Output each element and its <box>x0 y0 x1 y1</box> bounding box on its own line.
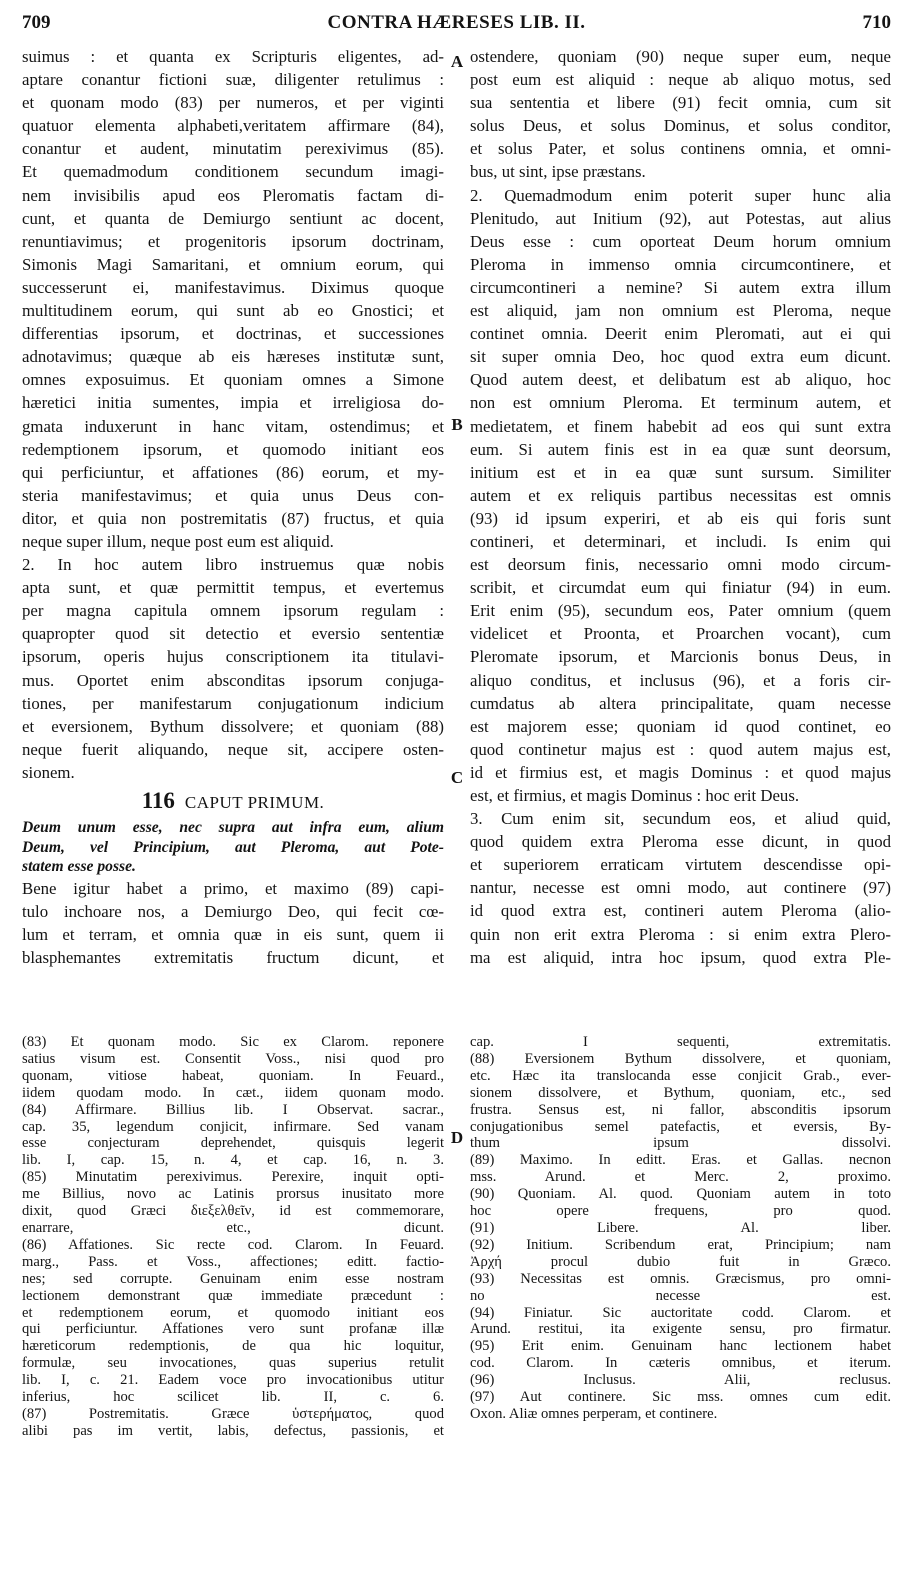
text-line: Erit enim (95), secundum eos, Pater omnium (quem <box>470 601 891 621</box>
footnote-line: (88) Eversionem Bythum dissolvere, et quoniam, <box>470 1050 891 1067</box>
text-line: medietatem, et finem habebit ad eos qui sunt extra <box>470 416 891 436</box>
text-line: steria manifestavimus; et quia unus Deus con- <box>22 485 444 505</box>
right-paragraph-1 <box>470 45 891 184</box>
text-line: Bene igitur habet a primo, et maximo (89) capi- <box>22 878 444 898</box>
footnote-line: (85) Minutatim perexivimus. Perexire, inquit opti- <box>22 1169 444 1186</box>
text-line: Pleromate ipsorum, et Marcionis bonus Deus, in <box>470 647 891 667</box>
footnote-line: hæreticorum redemptionis, de qua hic loquitur, <box>22 1338 444 1355</box>
chapter-summary <box>22 818 444 877</box>
footnote-line: sionem dissolvere, et Bythum, quoniam, etc., sed <box>470 1084 891 1101</box>
text-line: Et quemadmodum conditionem secundum imagi- <box>22 162 444 182</box>
footnote-line: (96) Inclusus. Alii, reclusus. <box>470 1372 891 1389</box>
footnote-line: no necesse est. <box>470 1287 891 1304</box>
text-line: (93) id ipsum experiri, et ab eis qui foris sunt <box>470 508 891 528</box>
text-line: nem invisibilis apud eos Pleromatis factam di- <box>22 185 444 205</box>
right-paragraph-3 <box>470 807 891 969</box>
text-line: contineri, et determinari, et includi. Is enim qui <box>470 531 891 551</box>
footnote-line: marg., Pass. et Voss., affectiones; editt. factio- <box>22 1253 444 1270</box>
left-column <box>22 45 444 969</box>
text-line: quod continetur majus est : quod autem majus est, <box>470 739 891 759</box>
footnote-line: Ἀρχή procul dubio fuit in Græco. <box>470 1253 891 1270</box>
right-column <box>470 45 891 969</box>
footnote-line: (91) Libere. Al. liber. <box>470 1219 891 1236</box>
footnote-line: cap. 35, legendum conjicit, infirmare. Sed vanam <box>22 1118 444 1135</box>
text-line: est aliquid, jam non omnium est Pleroma, neque <box>470 301 891 321</box>
text-line: Simonis Magi Samaritani, et omnium eorum, qui <box>22 254 444 274</box>
footnote-line: me Billius, novo ac Latinis prorsus inusitato more <box>22 1186 444 1203</box>
text-line: circumcontineri a nemine? Si autem extra illum <box>470 277 891 297</box>
footnote-line: lib. I, cap. 15, n. 4, et cap. 16, n. 3. <box>22 1152 444 1169</box>
footnote-line: (92) Initium. Scribendum erat, Principium; nam <box>470 1236 891 1253</box>
text-line: quapropter quod sit detectio et eversio sententiæ <box>22 624 444 644</box>
footnote-line: alibi pas im vertit, labis, defectus, passionis, et <box>22 1422 444 1439</box>
footnote-line: nes; sed corrupte. Genuinam enim esse nostram <box>22 1270 444 1287</box>
text-line: tiones, per manifestarum conjugationum indicium <box>22 693 444 713</box>
footnote-line: quonam, vitiose habeat, quoniam. In Feuard., <box>22 1067 444 1084</box>
margin-letter-d: D <box>450 1128 464 1147</box>
text-line: aptare conantur fictioni suæ, diligenter retulimus : <box>22 70 444 90</box>
footnote-line: (97) Aut continere. Sic mss. omnes cum edit. <box>470 1389 891 1406</box>
text-line: est deorsum finis, necessario omni modo circum- <box>470 555 891 575</box>
text-line: apta sunt, et quæ permittit tempus, et evertemus <box>22 578 444 598</box>
text-line: suimus : et quanta ex Scripturis eligentes, ad- <box>22 47 444 66</box>
text-line: qui perficiuntur, et affationes (86) eorum, et my- <box>22 462 444 482</box>
text-line: continet omnia. Deerit enim Pleromati, aut ei qui <box>470 324 891 344</box>
text-line: eum. Si autem finis est in ea quæ sunt deorsum, <box>470 439 891 459</box>
text-line: sionem. <box>22 762 75 782</box>
running-title: CONTRA HÆRESES LIB. II. <box>327 12 586 33</box>
text-line: scribit, et circumdat eum qui finiatur (94) in eum. <box>470 578 891 598</box>
footnote-line: (93) Necessitas est omnis. Græcismus, pro omni- <box>470 1270 891 1287</box>
footnote-line: (90) Quoniam. Al. quod. Quoniam autem in toto <box>470 1186 891 1203</box>
footnote-line: Arund. restitui, ita exigente sensu, pro firmatur. <box>470 1321 891 1338</box>
text-line: post eum est aliquid : neque ab aliquo motus, sed <box>470 70 891 90</box>
footnote-line: satius visum est. Consentit Voss., nisi quod pro <box>22 1050 444 1067</box>
text-line: conantur et audent, minutatim perexivimus (85). <box>22 139 444 159</box>
summary-line: Deum, vel Principium, aut Pleroma, aut Pote- <box>22 838 444 856</box>
left-paragraph-1 <box>22 45 444 553</box>
text-line: ipsorum, operis hujus conscriptionem ita titulavi- <box>22 647 444 667</box>
text-line: sua sententia et libere (91) fecit omnia, cum sit <box>470 93 891 113</box>
margin-letter-b: B <box>451 415 463 434</box>
text-line: et superiorem erraticam virtutem descendisse opi- <box>470 855 891 875</box>
text-line: gmata induxerunt in hanc vitam, ostendimus; et <box>22 416 444 436</box>
margin-letter-a: A <box>450 52 464 71</box>
text-line: videlicet et Proonta, et Proarchen vocant), cum <box>470 624 891 644</box>
text-line: neque fuerit aliquando, neque sit, accipere osten- <box>22 739 444 759</box>
text-line: adnotavimus; quæque ab eis hæreses institutæ sunt, <box>22 347 444 367</box>
footnote-line: (89) Maximo. In editt. Eras. et Gallas. necnon <box>470 1152 891 1169</box>
text-line: quin non erit extra Pleroma : si enim extra Plero- <box>470 924 891 944</box>
footnote-line: mss. Arund. et Merc. 2, proximo. <box>470 1169 891 1186</box>
footnotes-right <box>470 1034 891 1423</box>
text-line: cumdatus ab altera principalitate, quam necesse <box>470 693 891 713</box>
chapter-title: CAPUT PRIMUM. <box>184 793 325 812</box>
footnote-line: Oxon. Aliæ omnes perperam, et continere. <box>470 1405 718 1422</box>
text-line: Pleroma in immenso omnia circumcontinere, et <box>470 254 891 274</box>
text-line: quatuor elementa alphabeti,veritatem affirmare (84), <box>22 116 444 136</box>
text-line: autem et ex reliquis partibus necessitas est omnis <box>470 485 891 505</box>
footnote-line: dixit, quod Græci διεξελθεῖν, id est commemorare, <box>22 1203 444 1220</box>
text-line: aliquo conditus, et inclusus (96), et a foris cir- <box>470 670 891 690</box>
text-line: lum et terram, et omnia quæ in eis sunt, quem ii <box>22 924 444 944</box>
footnote-line: et redemptionem eorum, et quomodo initiant eos <box>22 1304 444 1321</box>
footnote-line: (95) Erit enim. Genuinam hanc lectionem habet <box>470 1338 891 1355</box>
chapter-heading <box>22 788 444 814</box>
chapter-number: 116 <box>141 788 175 813</box>
footnote-line: cap. I sequenti, extremitatis. <box>470 1034 891 1050</box>
footnote-line: (94) Finiatur. Sic auctoritate codd. Clarom. et <box>470 1304 891 1321</box>
footnote-line: (87) Postremitatis. Græce ὑστερήματος, quod <box>22 1405 444 1422</box>
left-paragraph-3 <box>22 877 444 969</box>
footnote-line: (83) Et quonam modo. Sic ex Clarom. reponere <box>22 1034 444 1050</box>
text-line: nantur, necesse est omni modo, aut continere (97) <box>470 878 891 898</box>
text-line: est majorem esse; quoniam id quod continet, eo <box>470 716 891 736</box>
footnote-line: enarrare, etc., dicunt. <box>22 1219 444 1236</box>
text-line: hæretici initia sumentes, impia et irreligiosa do- <box>22 393 444 413</box>
footnote-line: thum ipsum dissolvi. <box>470 1135 891 1152</box>
text-line: successerunt ei, manifestavimus. Diximus quoque <box>22 277 444 297</box>
text-line: ma est aliquid, intra hoc ipsum, quod extra Ple- <box>470 947 891 967</box>
margin-letter-c: C <box>450 768 464 787</box>
footnote-line: esse conjecturam deprehendet, quisquis legerit <box>22 1135 444 1152</box>
text-line: est, et firmius, et magis Dominus : hoc erit Deus. <box>470 786 800 805</box>
text-line: omnes exposuimus. Et quoniam omnes a Simone <box>22 370 444 390</box>
footnote-line: hoc opere frequens, pro quod. <box>470 1203 891 1220</box>
summary-line: Deum unum esse, nec supra aut infra eum, alium <box>22 819 444 836</box>
text-line: et quonam modo (83) per numeros, et per viginti <box>22 93 444 113</box>
text-line: sit super omnia Deo, hoc quod extra eum dicunt. <box>470 347 891 367</box>
text-line: quod quidem extra Pleroma esse dicunt, in quod <box>470 832 891 852</box>
footnote-line: (84) Affirmare. Billius lib. I Observat. sacrar., <box>22 1101 444 1118</box>
text-line: tulo inchoare nos, a Demiurgo Deo, qui fecit cœ- <box>22 901 444 921</box>
text-line: ditor, et quia non postremitatis (87) fructus, et quia <box>22 508 444 528</box>
footnote-line: frustra. Sensus est, ni fallor, absconditis ipsorum <box>470 1101 891 1118</box>
text-line: multitudinem eorum, qui sunt ab eo Gnostici; et <box>22 301 444 321</box>
text-line: non est omnium Pleroma. Et terminum autem, et <box>470 393 891 413</box>
text-line: et solus Pater, et solus continens omnia, et omni- <box>470 139 891 159</box>
text-line: 2. In hoc autem libro instruemus quæ nobis <box>22 555 444 575</box>
footnote-line: formulæ, seu invocationes, quas superius retulit <box>22 1355 444 1372</box>
text-line: initium est et in ea quæ sunt sursum. Similiter <box>470 462 891 482</box>
text-line: ostendere, quoniam (90) neque super eum, neque <box>470 47 891 66</box>
footnote-line: qui perficiuntur. Affationes vero sunt profanæ illæ <box>22 1321 444 1338</box>
text-line: cunt, et quanta de Demiurgo sentiunt ac docent, <box>22 208 444 228</box>
footnote-line: etc. Hæc ita translocanda esse conjicit Grab., ever- <box>470 1067 891 1084</box>
text-line: 2. Quemadmodum enim poterit super hunc alia <box>470 185 891 205</box>
text-line: 3. Cum enim sit, secundum eos, et aliud quid, <box>470 809 891 829</box>
page-number-right: 710 <box>862 12 891 33</box>
page-number-left: 709 <box>22 12 51 33</box>
footnote-line: cod. Clarom. In cæteris omnibus, et iterum. <box>470 1355 891 1372</box>
text-line: renuntiavimus; et progenitoris ipsorum doctrinam, <box>22 231 444 251</box>
left-paragraph-2 <box>22 553 444 784</box>
text-line: id et firmius est, et magis Dominus : et quod majus <box>470 762 891 782</box>
text-line: differentias ipsorum, et doctrinas, et successiones <box>22 324 444 344</box>
text-line: redemptionem ipsorum, et quomodo initiant eos <box>22 439 444 459</box>
footnote-line: inferius, hoc scilicet lib. II, c. 6. <box>22 1389 444 1406</box>
footnote-line: (86) Affationes. Sic recte cod. Clarom. In Feuard. <box>22 1236 444 1253</box>
text-line: Deus esse : cum oporteat Deum horum omnium <box>470 231 891 251</box>
footnote-line: lib. I, c. 21. Eadem voce pro invocationibus utitur <box>22 1372 444 1389</box>
text-line: Plenitudo, aut Initium (92), aut Potestas, aut alius <box>470 208 891 228</box>
text-line: neque super illum, neque post eum est aliquid. <box>22 531 334 551</box>
footnote-line: iidem quodam modo. In cæt., iidem quonam modo. <box>22 1084 444 1101</box>
text-line: per magna capitula omnem ipsorum regulam : <box>22 601 444 621</box>
text-line: blasphemantes extremitatis fructum dicunt, et <box>22 947 444 967</box>
text-line: et eversionem, Bythum dissolvere; et quoniam (88) <box>22 716 444 736</box>
text-line: mus. Oportet enim absconditas ipsorum conjuga- <box>22 670 444 690</box>
text-line: solus Deus, et solus Dominus, et solus conditor, <box>470 116 891 136</box>
footnote-line: conjugationibus semel patefactis, et eversis, By- <box>470 1118 891 1135</box>
text-line: id quod extra est, contineri autem Pleroma (alio- <box>470 901 891 921</box>
summary-line: statem esse posse. <box>22 858 136 875</box>
footnote-line: lectionem demonstrant quæ immediate præcedunt : <box>22 1287 444 1304</box>
text-line: Quod autem deest, et delibatum est ab aliquo, hoc <box>470 370 891 390</box>
footnotes-left <box>22 1034 444 1440</box>
text-line: bus, ut sint, ipse præstans. <box>470 162 646 182</box>
right-paragraph-2 <box>470 184 891 808</box>
